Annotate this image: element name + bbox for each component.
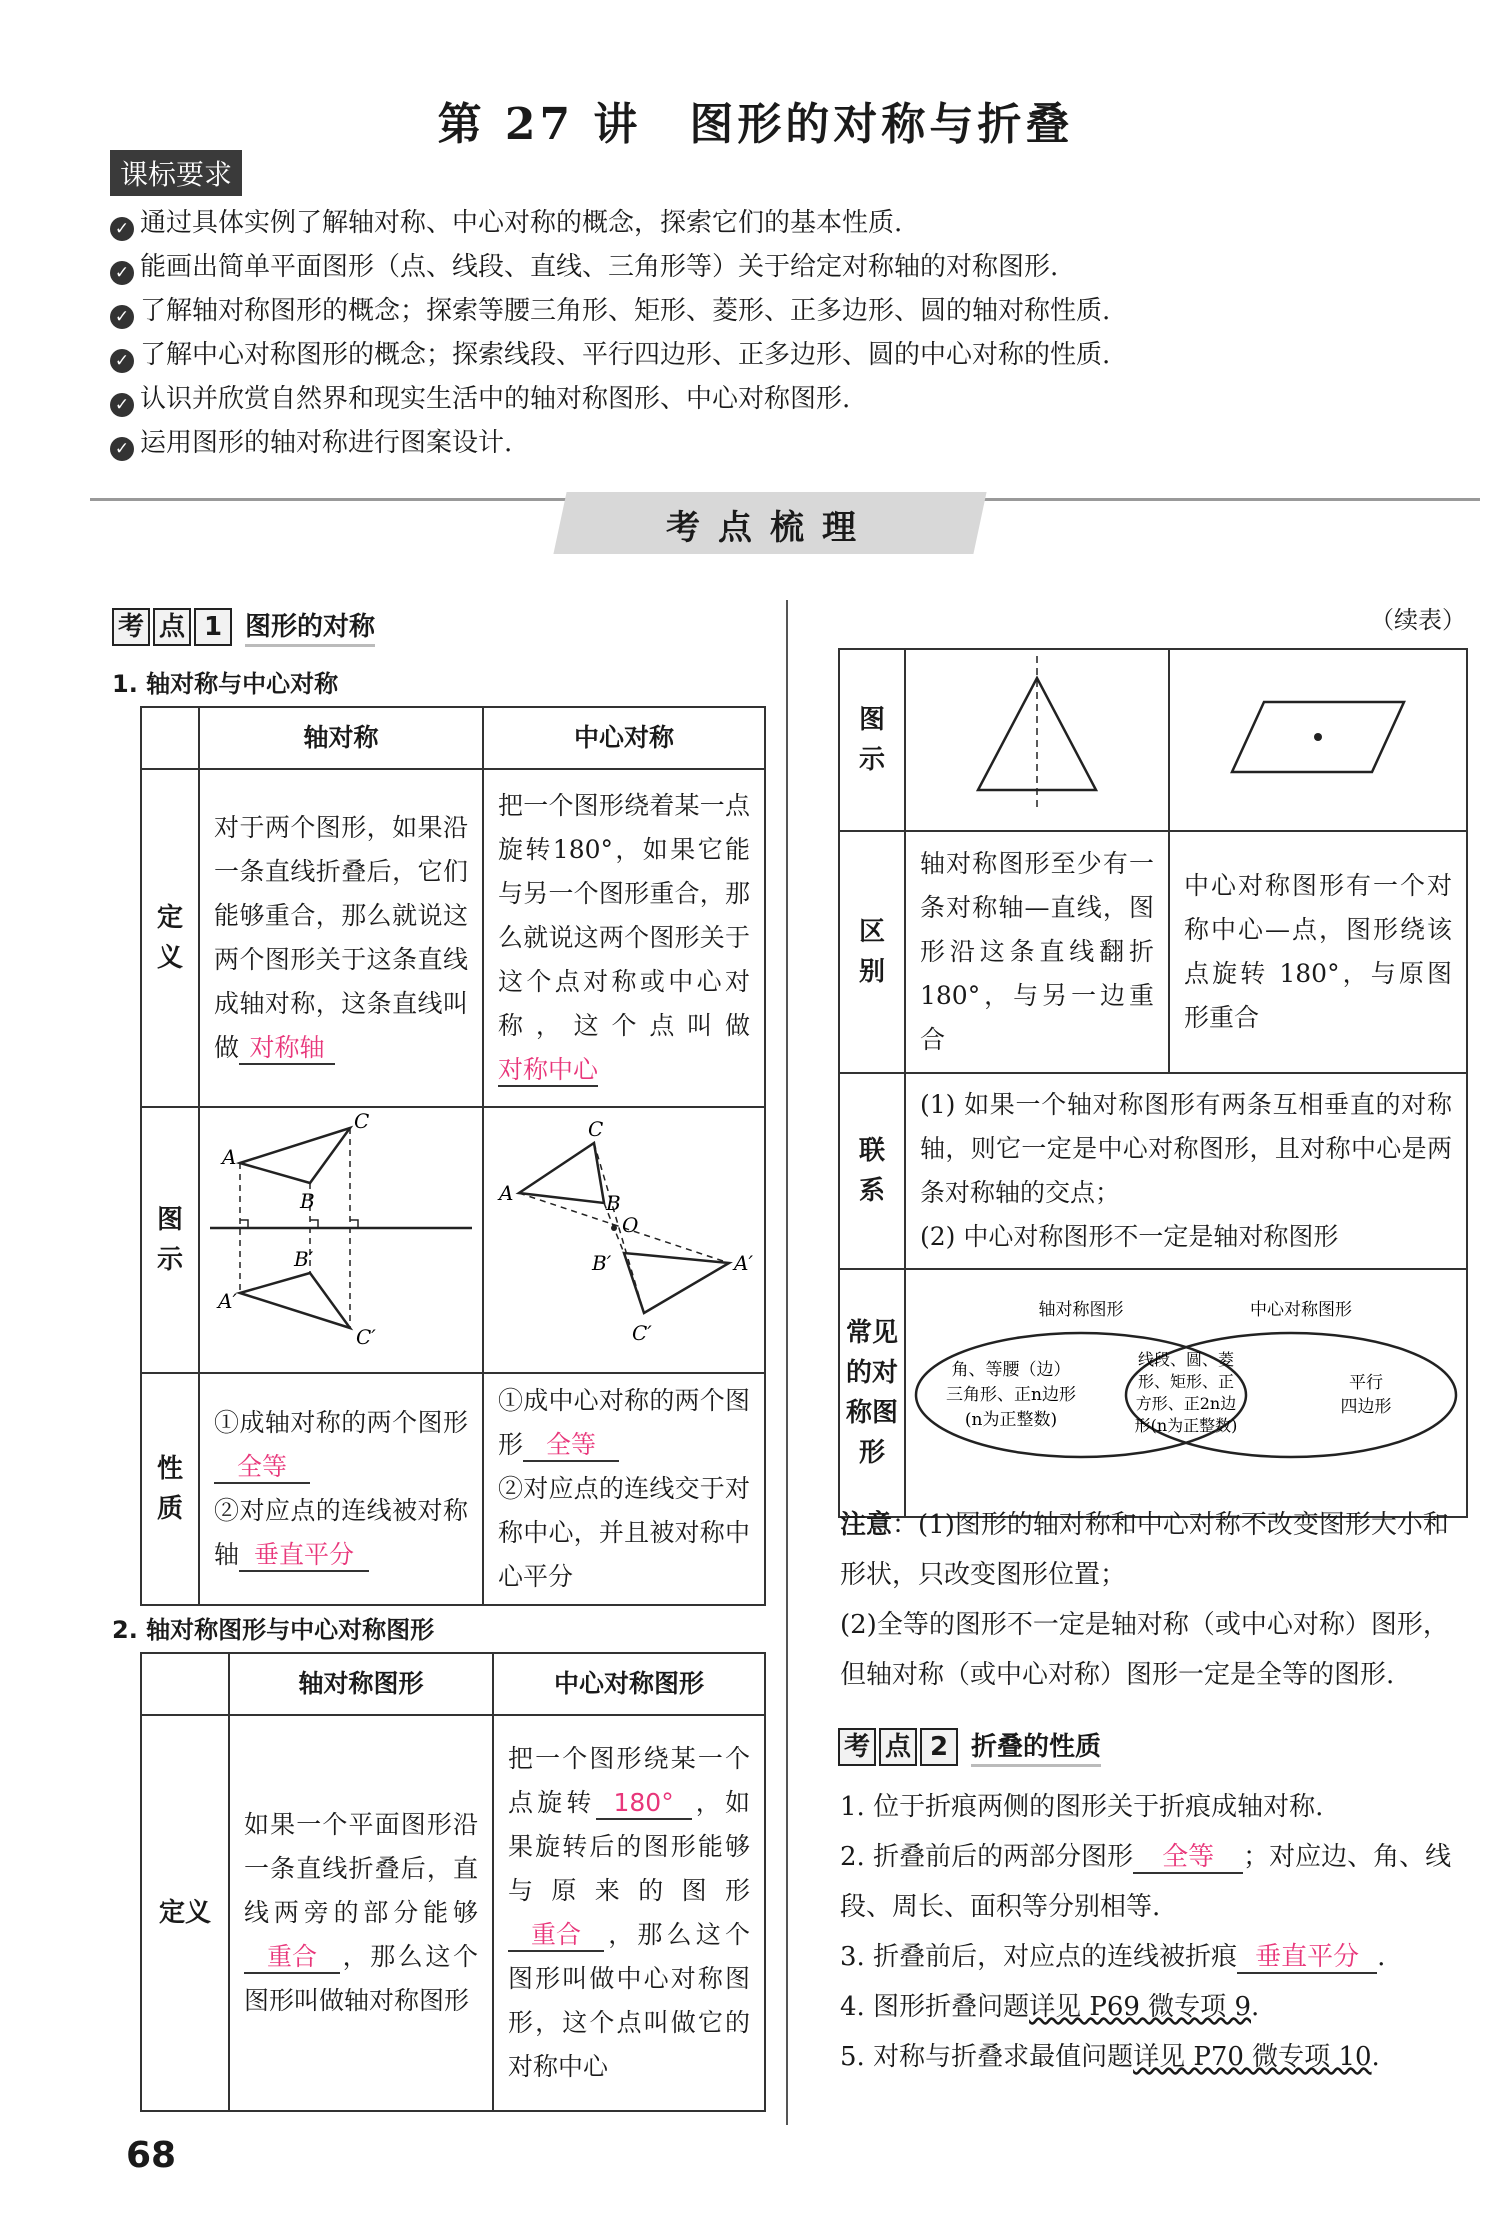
note-block: 注意：(1)图形的轴对称和中心对称不改变图形大小和形状，只改变图形位置； (2)全等的图形不一定是轴对称（或中心对称）图形，但轴对称（或中心对称）图形一定是全等的图形. — [840, 1510, 1449, 1690]
answer-blank: 全等 — [214, 1452, 310, 1484]
answer-blank: 对称中心 — [498, 1055, 598, 1087]
venn-mid-line: 形、矩形、正 — [1137, 1372, 1235, 1391]
fold-item: 3. 折叠前后，对应点的连线被折痕 垂直平分 . — [840, 1942, 1386, 1972]
def-axis-figure-cell: 如果一个平面图形沿一条直线折叠后，直线两旁的部分能够重合 ，那么这个图形叫做轴对称图形 — [229, 1715, 493, 2111]
subheading-1: 1. 轴对称与中心对称 — [112, 670, 339, 698]
fig-axis-cell — [199, 1107, 483, 1373]
def-axis-cell: 对于两个图形，如果沿一条直线折叠后，它们能够重合，那么就说这两个图形关于这条直线成轴对称，这条直线叫做 对称轴 — [199, 769, 483, 1107]
check-icon: ✓ — [110, 393, 134, 417]
isosceles-triangle-figure — [906, 650, 1168, 816]
venn-mid-line: 线段、圆、菱 — [1137, 1350, 1235, 1369]
venn-right-line: 四边形 — [1340, 1397, 1392, 1417]
label-C: C — [354, 1109, 370, 1133]
answer-blank: 对称轴 — [239, 1033, 335, 1065]
label-O: O — [622, 1213, 639, 1237]
fold-item: 2. 折叠前后的两部分图形 全等 ；对应边、角、线段、周长、面积等分别相等. — [840, 1842, 1452, 1922]
diff-center-cell: 中心对称图形有一个对称中心—点，图形绕该点旋转 180°，与原图形重合 — [1169, 831, 1467, 1073]
check-icon: ✓ — [110, 261, 134, 285]
cross-reference-link[interactable]: 详见 P69 微专项 9 — [1029, 1992, 1251, 2022]
relation-cell: (1) 如果一个轴对称图形有两条互相垂直的对称轴，则它一定是中心对称图形，且对称中心是两条对称轴的交点； (2) 中心对称图形不一定是轴对称图形 — [905, 1073, 1467, 1269]
label-C-prime: C′ — [356, 1325, 376, 1349]
def-center-cell: 把一个图形绕着某一点旋转180°，如果它能与另一个图形重合，那么就说这两个图形关于这个点对称或中心对称，这个点叫做对称中心 — [483, 769, 765, 1107]
diff-axis-cell: 轴对称图形至少有一条对称轴—直线，图形沿这条直线翻折 180°，与另一边重合 — [905, 831, 1169, 1073]
requirements-badge: 课标要求 — [110, 150, 242, 196]
check-icon: ✓ — [110, 349, 134, 373]
axis-center-table — [140, 706, 766, 1606]
prop-axis-cell: ①成轴对称的两个图形全等 ②对应点的连线被对称轴 垂直平分 — [199, 1373, 483, 1605]
venn-left-title: 轴对称图形 — [1038, 1300, 1124, 1320]
answer-blank: 全等 — [523, 1430, 619, 1462]
fig-center-cell — [483, 1107, 765, 1373]
label-B-prime: B′ — [592, 1251, 612, 1275]
check-icon: ✓ — [110, 305, 134, 329]
row-label-common: 常见的对称图形 — [839, 1269, 905, 1517]
symmetric-figures-table — [140, 1652, 766, 2112]
label-B-prime: B′ — [294, 1247, 314, 1271]
label-A-prime: A′ — [734, 1251, 753, 1275]
parallelogram-figure — [1184, 650, 1452, 816]
requirement-item: ✓ 通过具体实例了解轴对称、中心对称的概念，探索它们的基本性质. — [110, 208, 1410, 241]
venn-right-line: 平行 — [1349, 1373, 1383, 1393]
fold-properties — [840, 1782, 1470, 2082]
fold-item: 5. 对称与折叠求最值问题详见 P70 微专项 10. — [840, 2042, 1380, 2072]
row-label-relation: 联系 — [839, 1073, 905, 1269]
venn-left-line: 三角形、正n边形 — [946, 1385, 1076, 1405]
label-B: B — [606, 1191, 621, 1215]
fold-item: 1. 位于折痕两侧的图形关于折痕成轴对称. — [840, 1792, 1324, 1822]
row-label-difference: 区别 — [839, 831, 905, 1073]
answer-blank: 重合 — [508, 1920, 604, 1952]
requirement-item: ✓ 运用图形的轴对称进行图案设计. — [110, 428, 1410, 461]
venn-right-title: 中心对称图形 — [1250, 1300, 1352, 1320]
label-A: A — [499, 1181, 514, 1205]
row-label-figure: 图示 — [839, 649, 905, 831]
parallelogram-figure-cell — [1169, 649, 1467, 831]
check-icon: ✓ — [110, 437, 134, 461]
answer-blank: 垂直平分 — [239, 1540, 369, 1572]
center-symmetry-figure — [484, 1108, 764, 1358]
venn-left-line: 角、等腰（边） — [951, 1360, 1071, 1380]
row-label-property: 性质 — [141, 1373, 199, 1605]
def-center-figure-cell: 把一个图形绕某一个点旋转 180° ，如果旋转后的图形能够与原来的图形重合 ，那么这个图形叫做中心对称图形，这个点叫做它的对称中心 — [493, 1715, 765, 2111]
answer-blank: 垂直平分 — [1237, 1942, 1377, 1974]
label-A-prime: A′ — [218, 1289, 237, 1313]
row-label-definition: 定义 — [141, 1715, 229, 2111]
requirement-item: ✓ 认识并欣赏自然界和现实生活中的轴对称图形、中心对称图形. — [110, 384, 1410, 417]
answer-blank: 全等 — [1133, 1842, 1243, 1874]
kaodian-1-heading: 考 点 1 图形的对称 — [112, 606, 375, 646]
col-header-center-figure: 中心对称图形 — [493, 1653, 765, 1715]
page-number: 68 — [126, 2135, 177, 2176]
cross-reference-link[interactable]: 详见 P70 微专项 10 — [1133, 2042, 1372, 2072]
continued-label: （续表） — [1370, 606, 1466, 634]
label-A: A — [222, 1145, 237, 1169]
requirement-item: ✓ 能画出简单平面图形（点、线段、直线、三角形等）关于给定对称轴的对称图形. — [110, 252, 1410, 285]
triangle-figure-cell — [905, 649, 1169, 831]
requirement-item: ✓ 了解中心对称图形的概念；探索线段、平行四边形、正多边形、圆的中心对称的性质. — [110, 340, 1410, 373]
requirement-item: ✓ 了解轴对称图形的概念；探索等腰三角形、矩形、菱形、正多边形、圆的轴对称性质. — [110, 296, 1410, 329]
row-label-definition: 定义 — [141, 769, 199, 1107]
continued-table — [838, 648, 1468, 1518]
prop-center-cell: ①成中心对称的两个图形 全等 ②对应点的连线交于对称中心，并且被对称中心平分 — [483, 1373, 765, 1605]
answer-blank: 重合 — [244, 1942, 340, 1974]
label-C-prime: C′ — [632, 1321, 652, 1345]
col-header-axis: 轴对称 — [199, 707, 483, 769]
kaodian-2-heading: 考 点 2 折叠的性质 — [838, 1726, 1101, 1766]
fold-item: 4. 图形折叠问题详见 P69 微专项 9. — [840, 1992, 1260, 2022]
venn-left-line: (n为正整数) — [964, 1410, 1058, 1430]
label-C: C — [588, 1117, 604, 1141]
section-banner: 考点梳理 — [666, 508, 874, 548]
venn-mid-line: 方形、正2n边 — [1135, 1394, 1237, 1413]
col-header-center: 中心对称 — [483, 707, 765, 769]
answer-blank: 180° — [596, 1788, 692, 1820]
venn-cell — [905, 1269, 1467, 1517]
col-header-axis-figure: 轴对称图形 — [229, 1653, 493, 1715]
note-label: 注意 — [840, 1510, 893, 1540]
check-icon: ✓ — [110, 217, 134, 241]
label-B: B — [300, 1189, 315, 1213]
subheading-2: 2. 轴对称图形与中心对称图形 — [112, 1616, 435, 1644]
row-label-figure: 图示 — [141, 1107, 199, 1373]
venn-diagram — [906, 1270, 1466, 1502]
axis-symmetry-figure — [200, 1108, 482, 1358]
venn-mid-line: 形(n为正整数) — [1134, 1416, 1238, 1435]
column-divider — [786, 600, 788, 2125]
page-title: 第 27 讲 图形的对称与折叠 — [437, 99, 1074, 150]
